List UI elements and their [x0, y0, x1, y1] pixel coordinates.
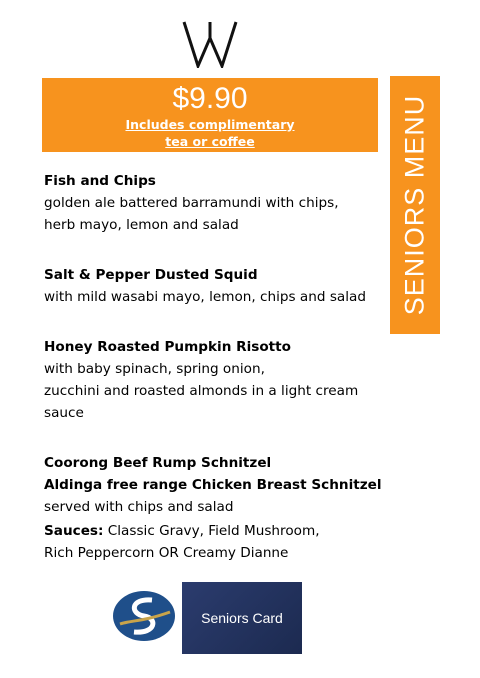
- sauces-line1: Classic Gravy, Field Mushroom,: [103, 523, 320, 539]
- sauces-line2: Rich Peppercorn OR Creamy Dianne: [44, 545, 289, 561]
- menu-item-desc: golden ale battered barramundi with chips,: [44, 195, 339, 211]
- menu-item-desc: sauce: [44, 405, 84, 421]
- menu-item: [44, 264, 384, 308]
- seniors-card-text: Seniors Card: [201, 610, 283, 626]
- price: $9.90: [172, 82, 248, 115]
- seniors-logo-icon: [112, 590, 176, 642]
- menu-item-desc: with mild wasabi mayo, lemon, chips and salad: [44, 289, 366, 305]
- sauces-label: Sauces:: [44, 523, 104, 539]
- menu-item-title: Coorong Beef Rump Schnitzel: [44, 455, 272, 471]
- sauces: [44, 520, 320, 564]
- menu-item-title-2: Aldinga free range Chicken Breast Schnitzel: [44, 477, 382, 493]
- menu-list: [44, 170, 384, 546]
- menu-item-desc: with baby spinach, spring onion,: [44, 361, 265, 377]
- menu-item-desc: herb mayo, lemon and salad: [44, 217, 239, 233]
- menu-item: [44, 336, 384, 424]
- menu-item-title: Honey Roasted Pumpkin Risotto: [44, 339, 291, 355]
- price-banner: [42, 78, 378, 152]
- menu-item: [44, 170, 384, 236]
- price-note-line1: Includes complimentary: [125, 117, 295, 132]
- seniors-card-badge: [182, 582, 302, 654]
- menu-item-title: Fish and Chips: [44, 173, 156, 189]
- menu-item-desc: zucchini and roasted almonds in a light cream: [44, 383, 359, 399]
- menu-item-title: Salt & Pepper Dusted Squid: [44, 267, 258, 283]
- side-banner: [390, 76, 440, 334]
- price-note-line2: tea or coffee: [165, 134, 255, 149]
- w-logo-icon: [180, 20, 240, 68]
- side-banner-text: SENIORS MENU: [399, 94, 430, 316]
- menu-item-desc: served with chips and salad: [44, 499, 234, 515]
- menu-item: [44, 452, 384, 518]
